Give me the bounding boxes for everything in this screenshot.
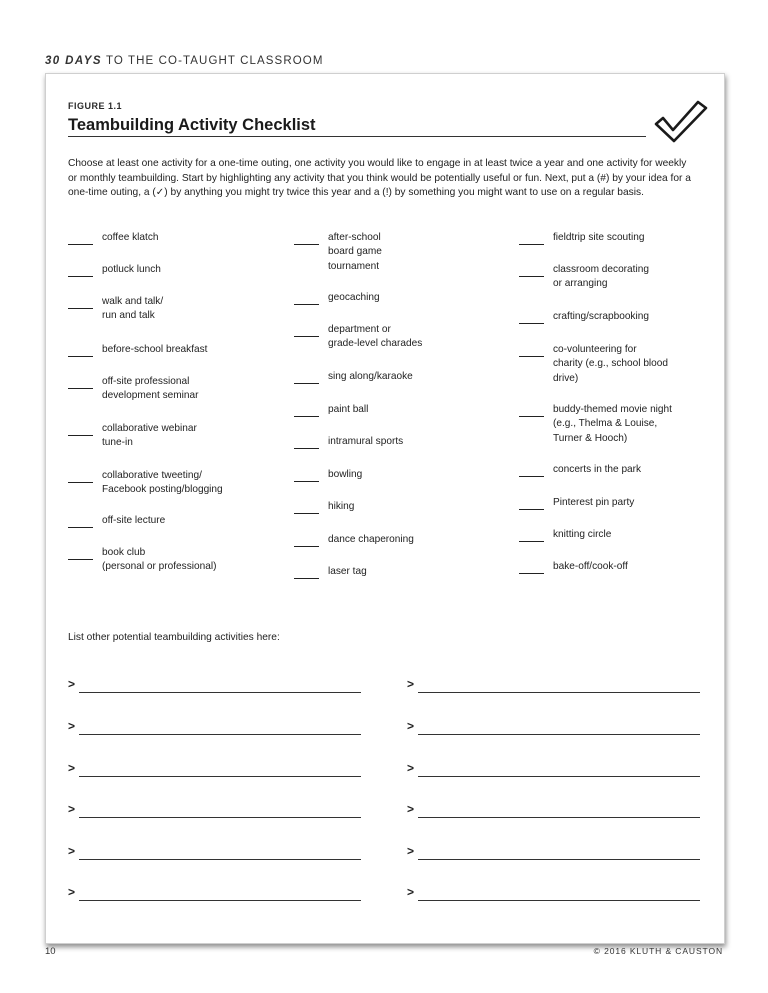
checklist-item xyxy=(294,533,414,547)
checklist-item-label: concerts in the park xyxy=(553,464,642,475)
write-in-rule xyxy=(79,678,361,693)
write-in-rule xyxy=(418,845,700,860)
write-in-rule xyxy=(418,803,700,818)
checklist-item xyxy=(519,403,672,446)
checklist-item-label: collaborative tweeting/ Facebook posting/blogging xyxy=(102,470,223,496)
checklist-item-label: potluck lunch xyxy=(102,264,161,275)
checkbox-blank[interactable] xyxy=(294,370,319,384)
bullet-arrow: > xyxy=(407,844,415,858)
write-in-line[interactable] xyxy=(407,845,700,860)
running-head-bold: 30 DAYS xyxy=(45,55,102,67)
checklist-item-label: crafting/scrapbooking xyxy=(553,311,649,322)
figure-title: Teambuilding Activity Checklist xyxy=(68,116,316,134)
checklist-item xyxy=(68,422,197,451)
checklist-item xyxy=(294,370,413,384)
bullet-arrow: > xyxy=(68,844,76,858)
checklist-item-label: co-volunteering for charity (e.g., school blood drive) xyxy=(553,344,669,384)
checklist-item-label: hiking xyxy=(328,501,355,512)
checkbox-blank[interactable] xyxy=(519,560,544,574)
bullet-arrow: > xyxy=(68,677,76,691)
write-in-line[interactable] xyxy=(68,762,361,777)
checklist-item-label: knitting circle xyxy=(553,529,612,540)
checkbox-blank[interactable] xyxy=(294,435,319,449)
checkbox-blank[interactable] xyxy=(294,323,319,337)
checklist-item xyxy=(68,231,159,245)
write-in-rule xyxy=(418,886,700,901)
checkmark-icon xyxy=(654,99,708,143)
write-in-rule xyxy=(79,762,361,777)
checklist-item xyxy=(519,343,668,386)
checkbox-blank[interactable] xyxy=(519,231,544,245)
checklist-item-label: collaborative webinar tune-in xyxy=(102,423,197,449)
checkbox-blank[interactable] xyxy=(519,263,544,277)
running-head-rest: TO THE CO-TAUGHT CLASSROOM xyxy=(101,55,324,67)
checklist-item-label: dance chaperoning xyxy=(328,534,414,545)
write-in-rule xyxy=(79,803,361,818)
checklist-item-label: department or grade-level charades xyxy=(328,324,423,350)
checkbox-blank[interactable] xyxy=(519,310,544,324)
running-head xyxy=(45,55,324,67)
checklist-item xyxy=(294,435,403,449)
checklist-item xyxy=(519,496,634,510)
write-in-line[interactable] xyxy=(407,803,700,818)
checkbox-blank[interactable] xyxy=(68,375,93,389)
write-in-rule xyxy=(418,720,700,735)
write-in-rule xyxy=(79,886,361,901)
checklist-item xyxy=(68,514,165,528)
checkbox-blank[interactable] xyxy=(294,291,319,305)
checkbox-blank[interactable] xyxy=(294,468,319,482)
checklist-item xyxy=(68,469,223,498)
checklist-item-label: coffee klatch xyxy=(102,232,159,243)
checklist-item-label: paint ball xyxy=(328,404,369,415)
write-in-rule xyxy=(418,678,700,693)
write-in-line[interactable] xyxy=(407,720,700,735)
other-activities-label: List other potential teambuilding activities here: xyxy=(68,632,280,643)
checkbox-blank[interactable] xyxy=(294,533,319,547)
checkbox-blank[interactable] xyxy=(294,565,319,579)
write-in-line[interactable] xyxy=(407,762,700,777)
checklist-item xyxy=(294,403,368,417)
bullet-arrow: > xyxy=(407,719,415,733)
checklist-item-label: bowling xyxy=(328,469,363,480)
checklist-item-label: off-site lecture xyxy=(102,515,166,526)
title-rule xyxy=(68,136,646,137)
instructions-paragraph: Choose at least one activity for a one-time outing, one activity you would like to engage in at least twice a year and one activity for weekly or monthly teambuilding. Start by highlighting any activity that you think would be potentially useful or fun. Next, put a (#) by your idea for a one-time outing, a (✓) by anything you might try twice this year and a (!) by something you might want to use on a regular basis. xyxy=(68,158,691,199)
checklist-item xyxy=(294,565,367,579)
checklist-item xyxy=(519,463,641,477)
checklist-item-label: off-site professional development seminar xyxy=(102,376,199,402)
checklist-item xyxy=(68,263,161,277)
checklist-item-label: sing along/karaoke xyxy=(328,371,413,382)
checkbox-blank[interactable] xyxy=(68,422,93,436)
checklist-item xyxy=(519,560,628,574)
checkbox-blank[interactable] xyxy=(68,231,93,245)
checklist-item xyxy=(294,500,354,514)
bullet-arrow: > xyxy=(407,802,415,816)
bullet-arrow: > xyxy=(68,802,76,816)
bullet-arrow: > xyxy=(68,885,76,899)
bullet-arrow: > xyxy=(407,677,415,691)
checklist-item-label: geocaching xyxy=(328,292,380,303)
bullet-arrow: > xyxy=(407,885,415,899)
write-in-line[interactable] xyxy=(68,886,361,901)
bullet-arrow: > xyxy=(68,761,76,775)
write-in-line[interactable] xyxy=(68,803,361,818)
checkbox-blank[interactable] xyxy=(68,343,93,357)
bullet-arrow: > xyxy=(68,719,76,733)
copyright: © 2016 KLUTH & CAUSTON xyxy=(593,946,723,956)
checklist-item xyxy=(68,295,163,324)
checklist-item xyxy=(294,323,422,352)
checkbox-blank[interactable] xyxy=(68,546,93,560)
checkbox-blank[interactable] xyxy=(68,469,93,483)
checklist-item xyxy=(294,231,382,274)
checkbox-blank[interactable] xyxy=(294,231,319,245)
checkbox-blank[interactable] xyxy=(68,295,93,309)
write-in-rule xyxy=(418,762,700,777)
checklist-item xyxy=(519,528,611,542)
figure-label: FIGURE 1.1 xyxy=(68,101,123,111)
checklist-item-label: fieldtrip site scouting xyxy=(553,232,645,243)
checkbox-blank[interactable] xyxy=(519,463,544,477)
checkbox-blank[interactable] xyxy=(68,514,93,528)
checklist-item xyxy=(68,343,207,357)
write-in-line[interactable] xyxy=(407,678,700,693)
figure-card xyxy=(45,73,725,944)
checklist-item-label: before-school breakfast xyxy=(102,344,208,355)
checklist-item-label: bake-off/cook-off xyxy=(553,561,628,572)
checkbox-blank[interactable] xyxy=(294,500,319,514)
checkbox-blank[interactable] xyxy=(519,496,544,510)
checklist-item-label: after-school board game tournament xyxy=(328,232,382,272)
checklist-item xyxy=(68,546,216,575)
checkbox-blank[interactable] xyxy=(68,263,93,277)
bullet-arrow: > xyxy=(407,761,415,775)
checklist-item xyxy=(68,375,199,404)
write-in-line[interactable] xyxy=(68,678,361,693)
checklist-item-label: book club (personal or professional) xyxy=(102,547,217,573)
checklist-item-label: intramural sports xyxy=(328,436,404,447)
page-number: 10 xyxy=(45,946,56,957)
checkbox-blank[interactable] xyxy=(519,343,544,357)
write-in-line[interactable] xyxy=(68,720,361,735)
checklist-item xyxy=(519,310,649,324)
write-in-line[interactable] xyxy=(68,845,361,860)
checkbox-blank[interactable] xyxy=(294,403,319,417)
write-in-rule xyxy=(79,845,361,860)
checkbox-blank[interactable] xyxy=(519,403,544,417)
checklist-item-label: Pinterest pin party xyxy=(553,497,635,508)
checklist-item xyxy=(519,263,649,292)
checklist-item-label: buddy-themed movie night (e.g., Thelma & Louise, Turner & Hooch) xyxy=(553,404,672,444)
checklist-item xyxy=(519,231,644,245)
checklist-item-label: walk and talk/ run and talk xyxy=(102,296,164,322)
checklist-item xyxy=(294,291,380,305)
checkbox-blank[interactable] xyxy=(519,528,544,542)
checklist-item xyxy=(294,468,362,482)
write-in-rule xyxy=(79,720,361,735)
write-in-line[interactable] xyxy=(407,886,700,901)
checklist-item-label: laser tag xyxy=(328,566,367,577)
checklist-item-label: classroom decorating or arranging xyxy=(553,264,649,290)
